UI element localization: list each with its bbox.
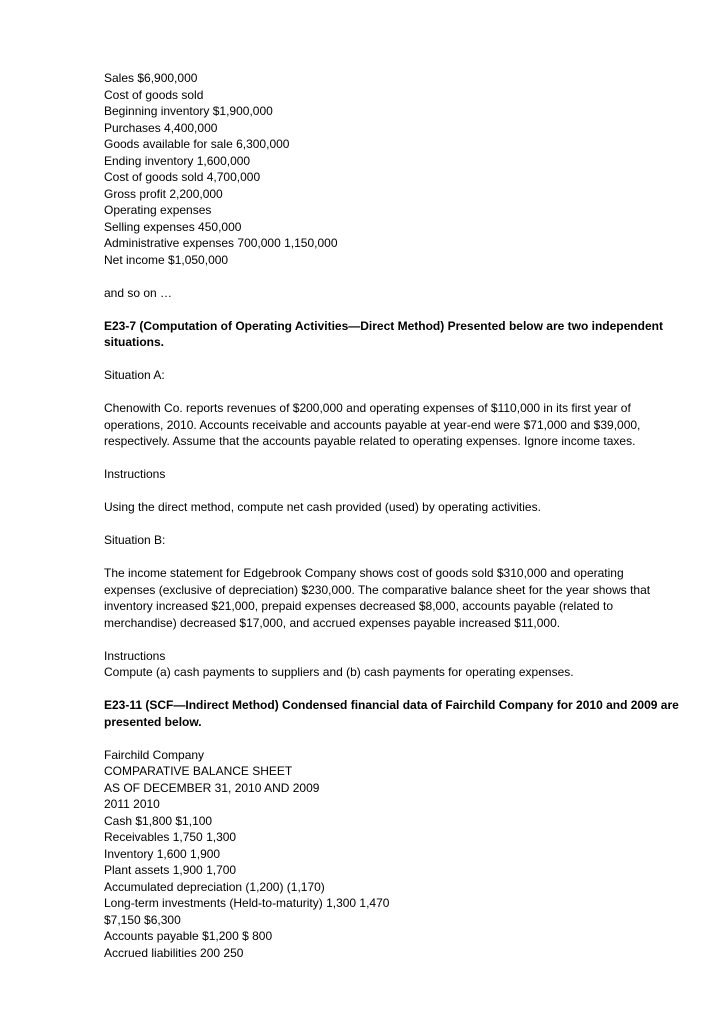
income-line: Operating expenses — [104, 203, 212, 217]
balance-sheet-line: $7,150 $6,300 — [104, 912, 181, 927]
balance-sheet-line: Cash $1,800 $1,100 — [104, 813, 213, 828]
situation-a-line: Chenowith Co. reports revenues of $200,000 and operating expenses of $110,000 in its first year of — [104, 401, 631, 415]
income-line: Net income $1,050,000 — [104, 252, 229, 267]
e23-7-heading-line: E23-7 (Computation of Operating Activities—Direct Method) Presented below are two independent — [104, 318, 663, 333]
balance-sheet-line: 2011 2010 — [104, 797, 160, 811]
income-line: Purchases 4,400,000 — [104, 120, 218, 135]
balance-sheet-line: Receivables 1,750 1,300 — [104, 830, 237, 844]
income-line: Administrative expenses 700,000 1,150,000 — [104, 236, 338, 250]
income-line: Selling expenses 450,000 — [104, 219, 242, 234]
balance-sheet-line: Accounts payable $1,200 $ 800 — [104, 929, 273, 943]
situation-b-label: Situation B: — [104, 533, 166, 547]
balance-sheet-line: AS OF DECEMBER 31, 2010 AND 2009 — [104, 780, 320, 795]
instructions-label-a: Instructions — [104, 467, 166, 481]
document-page — [104, 70, 684, 961]
income-line: Ending inventory 1,600,000 — [104, 153, 251, 168]
situation-a-line: operations, 2010. Accounts receivable and accounts payable at year-end were $71,000 and $39,000, — [104, 417, 641, 432]
balance-sheet-line: Accrued liabilities 200 250 — [104, 945, 244, 960]
balance-sheet-line: Inventory 1,600 1,900 — [104, 846, 221, 861]
income-statement — [104, 70, 684, 268]
balance-sheet-line: Long-term investments (Held-to-maturity) 1,300 1,470 — [104, 896, 390, 910]
income-line: Gross profit 2,200,000 — [104, 186, 223, 201]
e23-11-heading-line: E23-11 (SCF—Indirect Method) Condensed financial data of Fairchild Company for 2010 and 2009 are — [104, 698, 679, 712]
income-line: Cost of goods sold — [104, 87, 204, 102]
e23-11-heading-line: presented below. — [104, 714, 202, 729]
balance-sheet-line: Fairchild Company — [104, 747, 205, 762]
situation-b-line: merchandise) decreased $17,000, and accrued expenses payable increased $11,000. — [104, 615, 561, 630]
e23-11-section — [104, 697, 684, 961]
situation-a-line: respectively. Assume that the accounts payable related to operating expenses. Ignore income taxes. — [104, 434, 636, 448]
income-line: Cost of goods sold 4,700,000 — [104, 170, 261, 184]
situation-b-line: expenses (exclusive of depreciation) $230,000. The comparative balance sheet for the year shows that — [104, 582, 651, 597]
instructions-text-b: Compute (a) cash payments to suppliers and (b) cash payments for operating expenses. — [104, 665, 574, 679]
e23-7-section — [104, 318, 684, 681]
balance-sheet-line: Accumulated depreciation (1,200) (1,170) — [104, 879, 325, 894]
instructions-label-b: Instructions — [104, 648, 166, 663]
balance-sheet-line: COMPARATIVE BALANCE SHEET — [104, 764, 293, 778]
income-line: Sales $6,900,000 — [104, 71, 198, 85]
income-line: Beginning inventory $1,900,000 — [104, 104, 273, 118]
continuation-text: and so on … — [104, 285, 173, 300]
situation-b-line: inventory increased $21,000, prepaid expenses decreased $8,000, accounts payable (related to — [104, 599, 614, 613]
balance-sheet-line: Plant assets 1,900 1,700 — [104, 863, 237, 877]
situation-a-label: Situation A: — [104, 368, 165, 382]
income-line: Goods available for sale 6,300,000 — [104, 137, 290, 151]
instructions-text-a: Using the direct method, compute net cash provided (used) by operating activities. — [104, 500, 541, 514]
e23-7-heading-line: situations. — [104, 335, 165, 349]
situation-b-line: The income statement for Edgebrook Company shows cost of goods sold $310,000 and operating — [104, 566, 624, 580]
